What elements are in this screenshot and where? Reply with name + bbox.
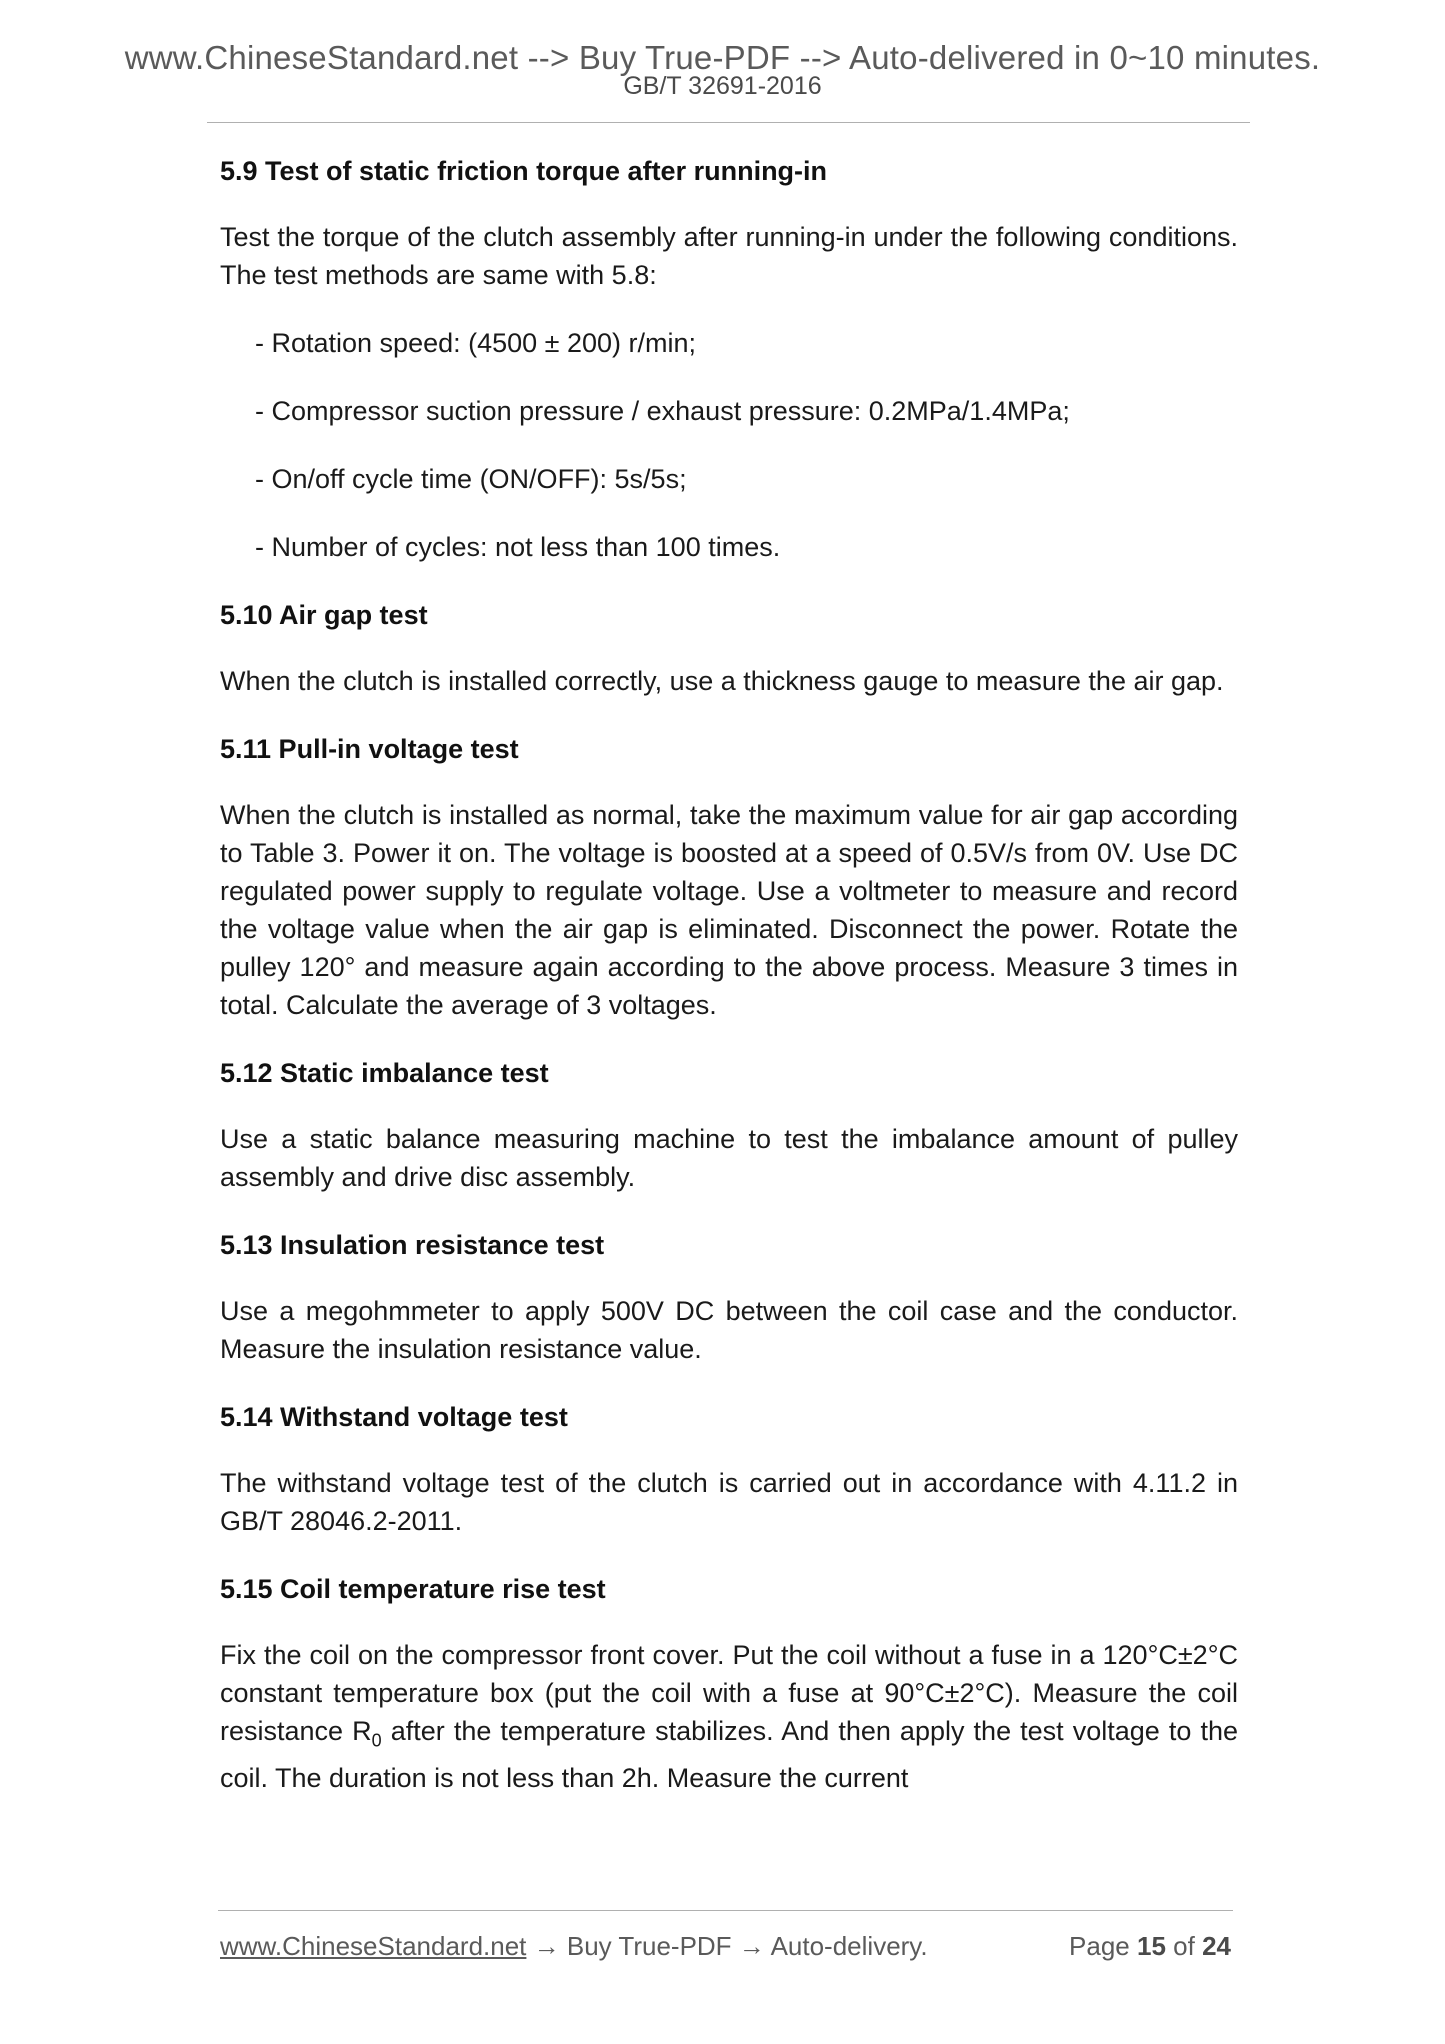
conditions-list (220, 324, 1238, 566)
section-body-5-13: Use a megohmmeter to apply 500V DC between the coil case and the conductor. Measure the insulation resistance value. (220, 1296, 1238, 1364)
footer-divider (218, 1910, 1233, 1911)
page-total: 24 (1202, 1931, 1231, 1961)
section-title-5-12: 5.12 Static imbalance test (220, 1058, 549, 1088)
page-label: Page (1069, 1931, 1130, 1961)
page-footer (220, 1928, 1235, 1964)
section-title-5-13: 5.13 Insulation resistance test (220, 1230, 605, 1260)
page-of: of (1173, 1931, 1195, 1961)
resistance-subscript: 0 (371, 1730, 382, 1751)
list-item: - Compressor suction pressure / exhaust pressure: 0.2MPa/1.4MPa; (255, 396, 1070, 426)
section-title-5-14: 5.14 Withstand voltage test (220, 1402, 568, 1432)
section-title-5-15: 5.15 Coil temperature rise test (220, 1574, 606, 1604)
list-item: - Number of cycles: not less than 100 times. (255, 532, 781, 562)
section-body-5-14: The withstand voltage test of the clutch is carried out in accordance with 4.11.2 in GB/T 28046.2-2011. (220, 1468, 1238, 1536)
header-banner[interactable]: www.ChineseStandard.net --> Buy True-PDF --> Auto-delivered in 0~10 minutes. (124, 39, 1321, 76)
footer-text: → Buy True-PDF → Auto-delivery. (526, 1931, 928, 1961)
section-body-5-12: Use a static balance measuring machine to test the imbalance amount of pulley assembly and drive disc assembly. (220, 1124, 1238, 1192)
section-body-5-11: When the clutch is installed as normal, take the maximum value for air gap according to Table 3. Power it on. The voltage is boosted at a speed of 0.5V/s from 0V. Use DC regulated power supply to regulate voltage. Use a voltmeter to measure and record the voltage value when the air gap is eliminated. Disconnect the power. Rotate the pulley 120° and measure again according to the above process. Measure 3 times in total. Calculate the average of 3 voltages. (220, 800, 1238, 1020)
list-item: - Rotation speed: (4500 ± 200) r/min; (255, 328, 697, 358)
page-content (220, 152, 1238, 1827)
section-body-5-15 (220, 1636, 1238, 1797)
section-title-5-11: 5.11 Pull-in voltage test (220, 734, 519, 764)
section-title-5-10: 5.10 Air gap test (220, 600, 428, 630)
section-title-5-9: 5.9 Test of static friction torque after running-in (220, 156, 828, 186)
document-code: GB/T 32691-2016 (623, 72, 822, 100)
body-text-before-subscript: Fix the coil on the compressor front cover. Put the coil without a fuse in a 120°C±2°C constant temperature box (put the coil with a fuse at 90°C±2°C). Measure the coil resistance R (220, 1640, 1238, 1746)
section-body-5-10: When the clutch is installed correctly, use a thickness gauge to measure the air gap. (220, 666, 1224, 696)
header-divider (207, 122, 1250, 123)
page-indicator (1069, 1928, 1231, 1964)
body-text-after-subscript: after the temperature stabilizes. And then apply the test voltage to the coil. The duration is not less than 2h. Measure the current (220, 1716, 1239, 1794)
section-body-5-9: Test the torque of the clutch assembly after running-in under the following conditions. The test methods are same with 5.8: (220, 222, 1238, 290)
list-item: - On/off cycle time (ON/OFF): 5s/5s; (255, 464, 687, 494)
page-current: 15 (1137, 1931, 1166, 1961)
footer-link[interactable]: www.ChineseStandard.net (220, 1931, 527, 1961)
